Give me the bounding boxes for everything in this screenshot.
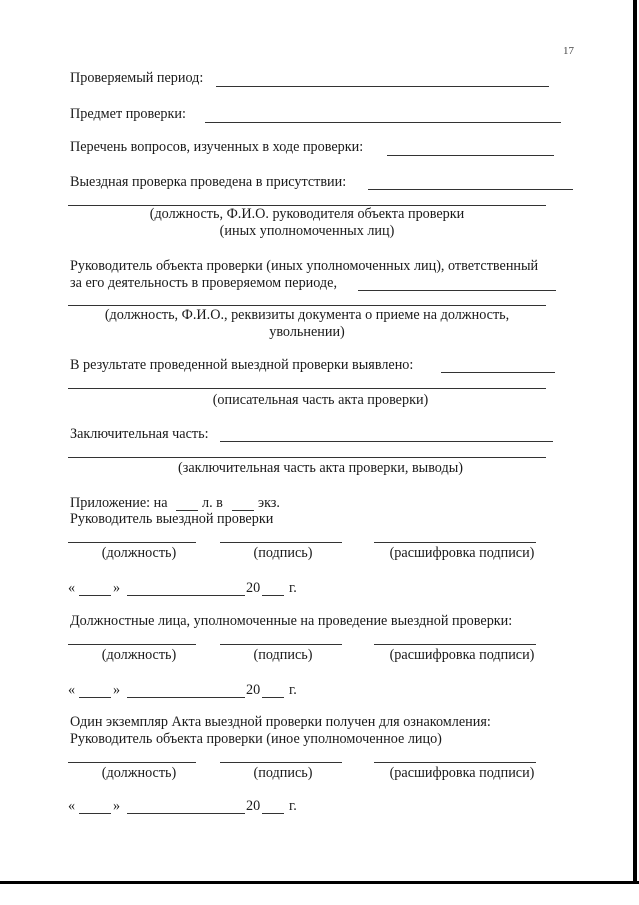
presence-hint-2: (иных уполномоченных лиц)	[219, 223, 395, 239]
responsible-hint-2: увольнении)	[269, 324, 345, 340]
page-number: 17	[563, 45, 574, 57]
period-label: Проверяемый период:	[70, 70, 204, 86]
responsible-line	[358, 290, 556, 291]
presence-hint-1: (должность, Ф.И.О. руководителя объекта проверки	[149, 206, 465, 222]
sig2-position-line	[68, 644, 196, 645]
date1-month-line	[127, 595, 245, 596]
date2-close-quote: »	[113, 682, 121, 698]
sig2-decoding-label: (расшифровка подписи)	[389, 647, 535, 663]
date3-month-line	[127, 813, 245, 814]
date3-year-suffix: г.	[289, 798, 297, 814]
date1-open-quote: «	[68, 580, 76, 596]
result-line	[441, 372, 555, 373]
result-label: В результате проведенной выездной проверки выявлено:	[70, 357, 414, 373]
conclusion-label: Заключительная часть:	[70, 426, 209, 442]
date3-open-quote: «	[68, 798, 76, 814]
responsible-hint-1: (должность, Ф.И.О., реквизиты документа о приеме на должность,	[104, 307, 510, 323]
result-line-full	[68, 388, 546, 389]
date3-year-line	[262, 813, 284, 814]
sig2-signature-label: (подпись)	[253, 647, 313, 663]
section-3-heading: Один экземпляр Акта выездной проверки получен для ознакомления:	[70, 714, 491, 730]
date1-year: 20	[246, 580, 261, 596]
date2-month-line	[127, 697, 245, 698]
subject-label: Предмет проверки:	[70, 106, 186, 122]
sig1-signature-label: (подпись)	[253, 545, 313, 561]
date1-close-quote: »	[113, 580, 121, 596]
sig2-position-label: (должность)	[101, 647, 177, 663]
scan-border-bottom	[0, 881, 639, 884]
conclusion-hint: (заключительная часть акта проверки, выводы)	[178, 460, 463, 476]
date1-day-line	[79, 595, 111, 596]
sig1-position-label: (должность)	[101, 545, 177, 561]
attachment-c: экз.	[258, 495, 280, 511]
sig3-position-line	[68, 762, 196, 763]
responsible-line-full	[68, 305, 546, 306]
date2-year-line	[262, 697, 284, 698]
sig1-decoding-line	[374, 542, 536, 543]
sig3-signature-label: (подпись)	[253, 765, 313, 781]
presence-label: Выездная проверка проведена в присутствии:	[70, 174, 347, 190]
section-2-heading: Должностные лица, уполномоченные на проведение выездной проверки:	[70, 613, 513, 629]
date2-year: 20	[246, 682, 261, 698]
section-1-heading: Руководитель выездной проверки	[70, 511, 274, 527]
subject-line	[205, 122, 561, 123]
period-line	[216, 86, 549, 87]
presence-line	[368, 189, 573, 190]
date1-year-line	[262, 595, 284, 596]
sig3-signature-line	[220, 762, 342, 763]
section-3-heading-2: Руководитель объекта проверки (иное уполномоченное лицо)	[70, 731, 442, 747]
scan-border-right	[633, 0, 637, 884]
sig2-decoding-line	[374, 644, 536, 645]
date3-day-line	[79, 813, 111, 814]
result-hint: (описательная часть акта проверки)	[212, 392, 429, 408]
attachment-a: Приложение: на	[70, 495, 168, 511]
questions-label: Перечень вопросов, изученных в ходе проверки:	[70, 139, 364, 155]
date3-year: 20	[246, 798, 261, 814]
date1-year-suffix: г.	[289, 580, 297, 596]
responsible-line-2: за его деятельность в проверяемом периоде,	[70, 275, 337, 291]
sig1-decoding-label: (расшифровка подписи)	[389, 545, 535, 561]
sig3-decoding-label: (расшифровка подписи)	[389, 765, 535, 781]
responsible-line-1: Руководитель объекта проверки (иных уполномоченных лиц), ответственный	[70, 258, 539, 274]
sig2-signature-line	[220, 644, 342, 645]
sig1-signature-line	[220, 542, 342, 543]
conclusion-line	[220, 441, 553, 442]
conclusion-line-full	[68, 457, 546, 458]
sig3-position-label: (должность)	[101, 765, 177, 781]
date2-day-line	[79, 697, 111, 698]
sig3-decoding-line	[374, 762, 536, 763]
date2-year-suffix: г.	[289, 682, 297, 698]
date2-open-quote: «	[68, 682, 76, 698]
attachment-b: л. в	[202, 495, 223, 511]
date3-close-quote: »	[113, 798, 121, 814]
questions-line	[387, 155, 554, 156]
sig1-position-line	[68, 542, 196, 543]
